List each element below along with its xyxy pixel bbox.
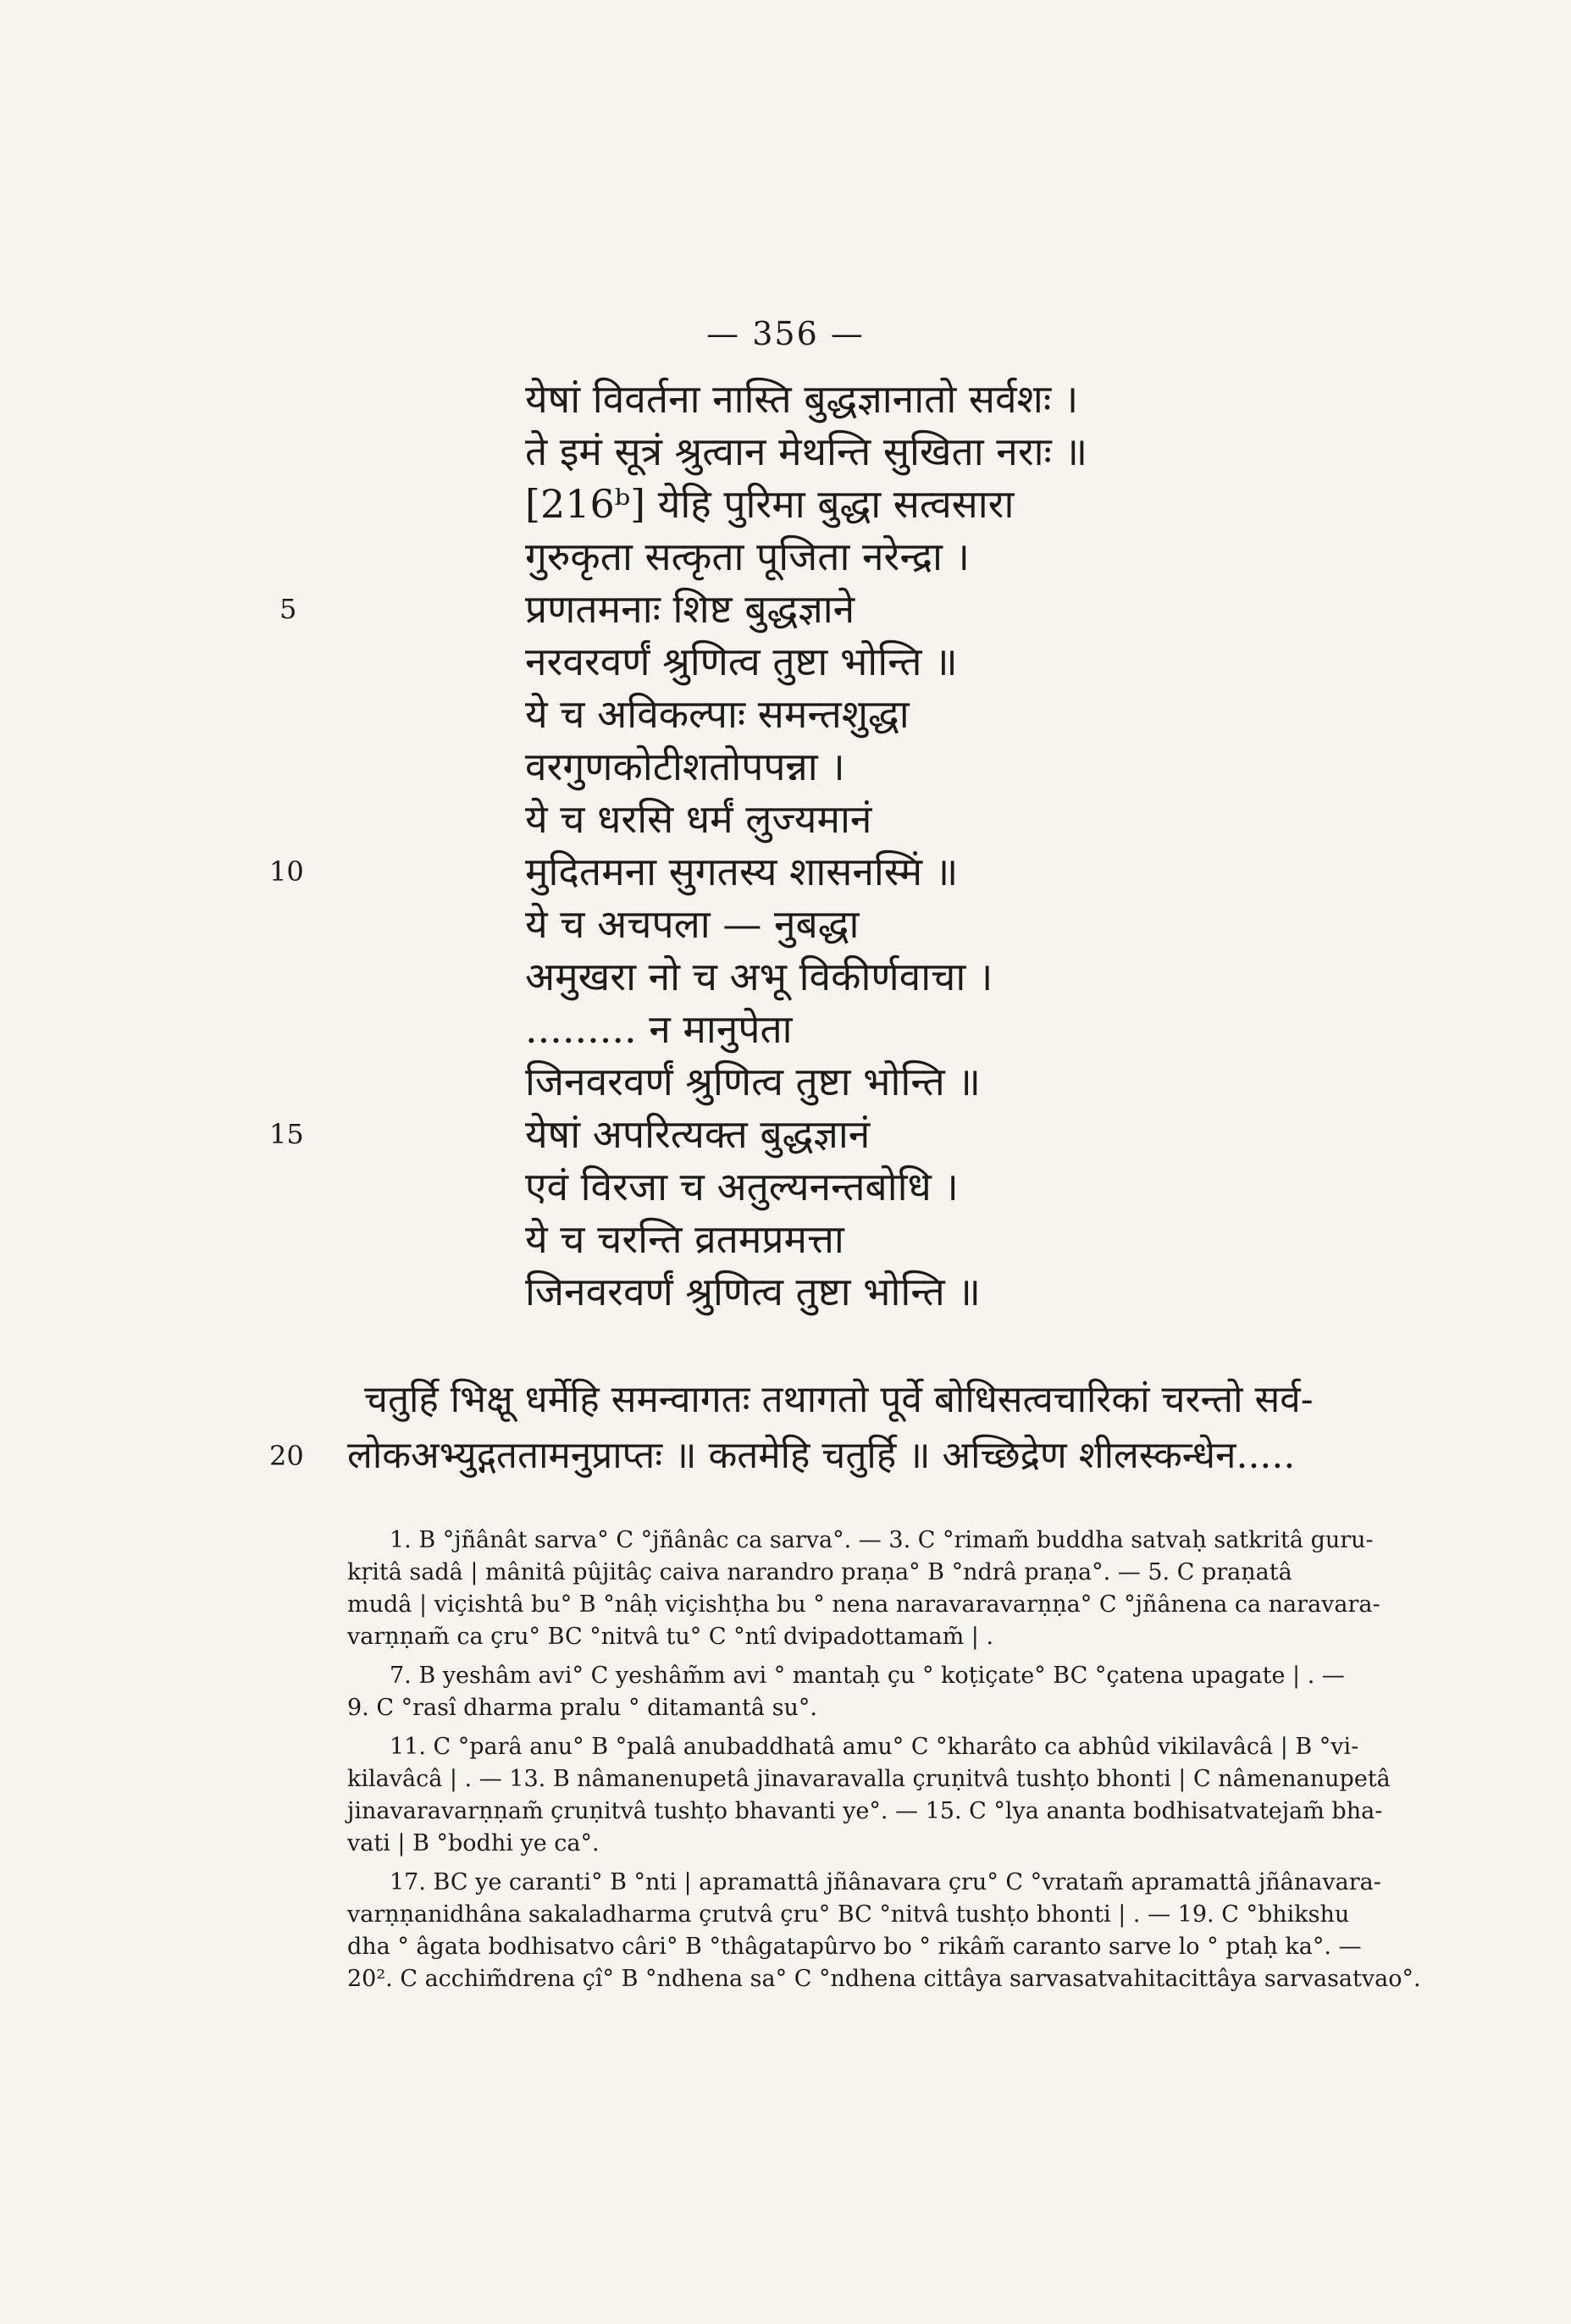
footnote-line: varṇṇanidhâna sakaladharma çrutvâ çru° BC °nitvâ tushṭo bhonti | . — 19. C °bhikshu [347, 1901, 1350, 1928]
verse-line: जिनवरवर्णं श्रुणित्व तुष्टा भोन्ति ॥ [525, 1059, 981, 1104]
footnote-paragraph [305, 1524, 1380, 1653]
verse-line: प्रणतमनाः शिष्ट बुद्धज्ञाने [525, 586, 855, 632]
verse-line: मुदितमना सुगतस्य शासनस्मिं ॥ [525, 849, 959, 894]
verse-line: येषां विवर्तना नास्ति बुद्धज्ञानातो सर्वशः । [525, 376, 1079, 422]
footnote-line: jinavaravarṇṇam̃ çruṇitvâ tushṭo bhavanti ye°. — 15. C °lya ananta bodhisatvatejam̃ bha- [347, 1798, 1383, 1824]
prose-paragraph [347, 1372, 1389, 1484]
verse-line-number: 5 [279, 593, 297, 625]
footnote-line: dha ° âgata bodhisatvo câri° B °thâgatapûrvo bo ° rikâm̃ caranto sarve lo ° ptaḥ ka°. — [347, 1934, 1362, 1960]
footnotes [305, 1524, 1421, 2002]
prose-line: लोकअभ्युद्गततामनुप्राप्तः ॥ कतमेहि चतुर्हि ॥ अच्छिद्रेण शीलस्कन्धेन..... [347, 1434, 1296, 1477]
verse-line: ......... न मानुपेता [525, 1006, 793, 1052]
verse-line: ये च चरन्ति व्रतमप्रमत्ता [525, 1216, 844, 1262]
verse-line: ये च अविकल्पाः समन्तशुद्धा [525, 691, 910, 737]
footnote-line: mudâ | viçishtâ bu° B °nâḥ viçishṭha bu ° nena naravaravarṇṇa° C °jñânena ca naravara- [347, 1591, 1380, 1618]
verse-line: नरवरवर्णं श्रुणित्व तुष्टा भोन्ति ॥ [525, 639, 958, 684]
verse-line-number: 10 [269, 855, 304, 888]
footnote-line: 17. BC ye caranti° B °nti | apramattâ jñânavara çru° C °vratam̃ apramattâ jñânavara- [390, 1869, 1381, 1895]
verse-line: [216ᵇ] येहि पुरिमा बुद्धा सत्वसारा [525, 481, 1015, 527]
footnote-line: vati | B °bodhi ye ca°. [347, 1830, 600, 1856]
footnote-line: 7. B yeshâm avi° C yeshâm̃m avi ° mantaḥ çu ° koṭiçate° BC °çatena upagate | . — [390, 1663, 1345, 1689]
page-number: — 356 — [706, 315, 865, 352]
verse-line-number: 15 [269, 1118, 304, 1150]
verse-line: अमुखरा नो च अभू विकीर्णवाचा । [525, 954, 993, 999]
verse-block [525, 373, 1220, 1318]
prose-line: चतुर्हि भिक्षू धर्मेहि समन्वागतः तथागतो पूर्वे बोधिसत्वचारिकां चरन्तो सर्व- [364, 1378, 1314, 1421]
verse-line: गुरुकृता सत्कृता पूजिता नरेन्द्रा । [525, 534, 970, 579]
footnote-line: 9. C °rasî dharma pralu ° ditamantâ su°. [347, 1695, 817, 1721]
footnote-line: 11. C °parâ anu° B °palâ anubaddhatâ amu° C °kharâto ca abhûd vikilavâcâ | B °vi- [390, 1734, 1359, 1760]
footnote-line: varṇṇam̃ ca çru° BC °nitvâ tu° C °ntî dvipadottamam̃ | . [347, 1624, 994, 1650]
footnote-paragraph [305, 1731, 1391, 1860]
verse-line: ते इमं सूत्रं श्रुत्वान मेथन्ति सुखिता नराः ॥ [525, 429, 1088, 474]
footnote-line: 1. B °jñânât sarva° C °jñânâc ca sarva°. — 3. C °rimam̃ buddha satvaḥ satkritâ guru- [390, 1527, 1374, 1553]
footnote-line: kilavâcâ | . — 13. B nâmanenupetâ jinavaravalla çruṇitvâ tushṭo bhonti | C nâmenanupetâ [347, 1766, 1391, 1792]
footnote-paragraph [305, 1660, 1380, 1724]
footnote-paragraph [305, 1867, 1421, 1995]
verse-line: ये च धरसि धर्मं लुज्यमानं [525, 796, 872, 842]
verse-line: जिनवरवर्णं श्रुणित्व तुष्टा भोन्ति ॥ [525, 1269, 981, 1314]
verse-line: वरगुणकोटीशतोपपन्ना । [525, 744, 845, 789]
prose-line-number: 20 [269, 1440, 304, 1472]
verse-line: येषां अपरित्यक्त बुद्धज्ञानं [525, 1111, 871, 1157]
footnote-line: 20². C acchim̃drena çî° B °ndhena sa° C °ndhena cittâya sarvasatvahitacittâya sarvasatvao°. [347, 1966, 1421, 1992]
verse-line: एवं विरजा च अतुल्यनन्तबोधि । [525, 1164, 959, 1209]
footnote-line: kṛitâ sadâ | mânitâ pûjitâç caiva narandro praṇa° B °ndrâ praṇa°. — 5. C praṇatâ [347, 1559, 1292, 1585]
verse-line: ये च अचपला — नुबद्धा [525, 901, 860, 947]
